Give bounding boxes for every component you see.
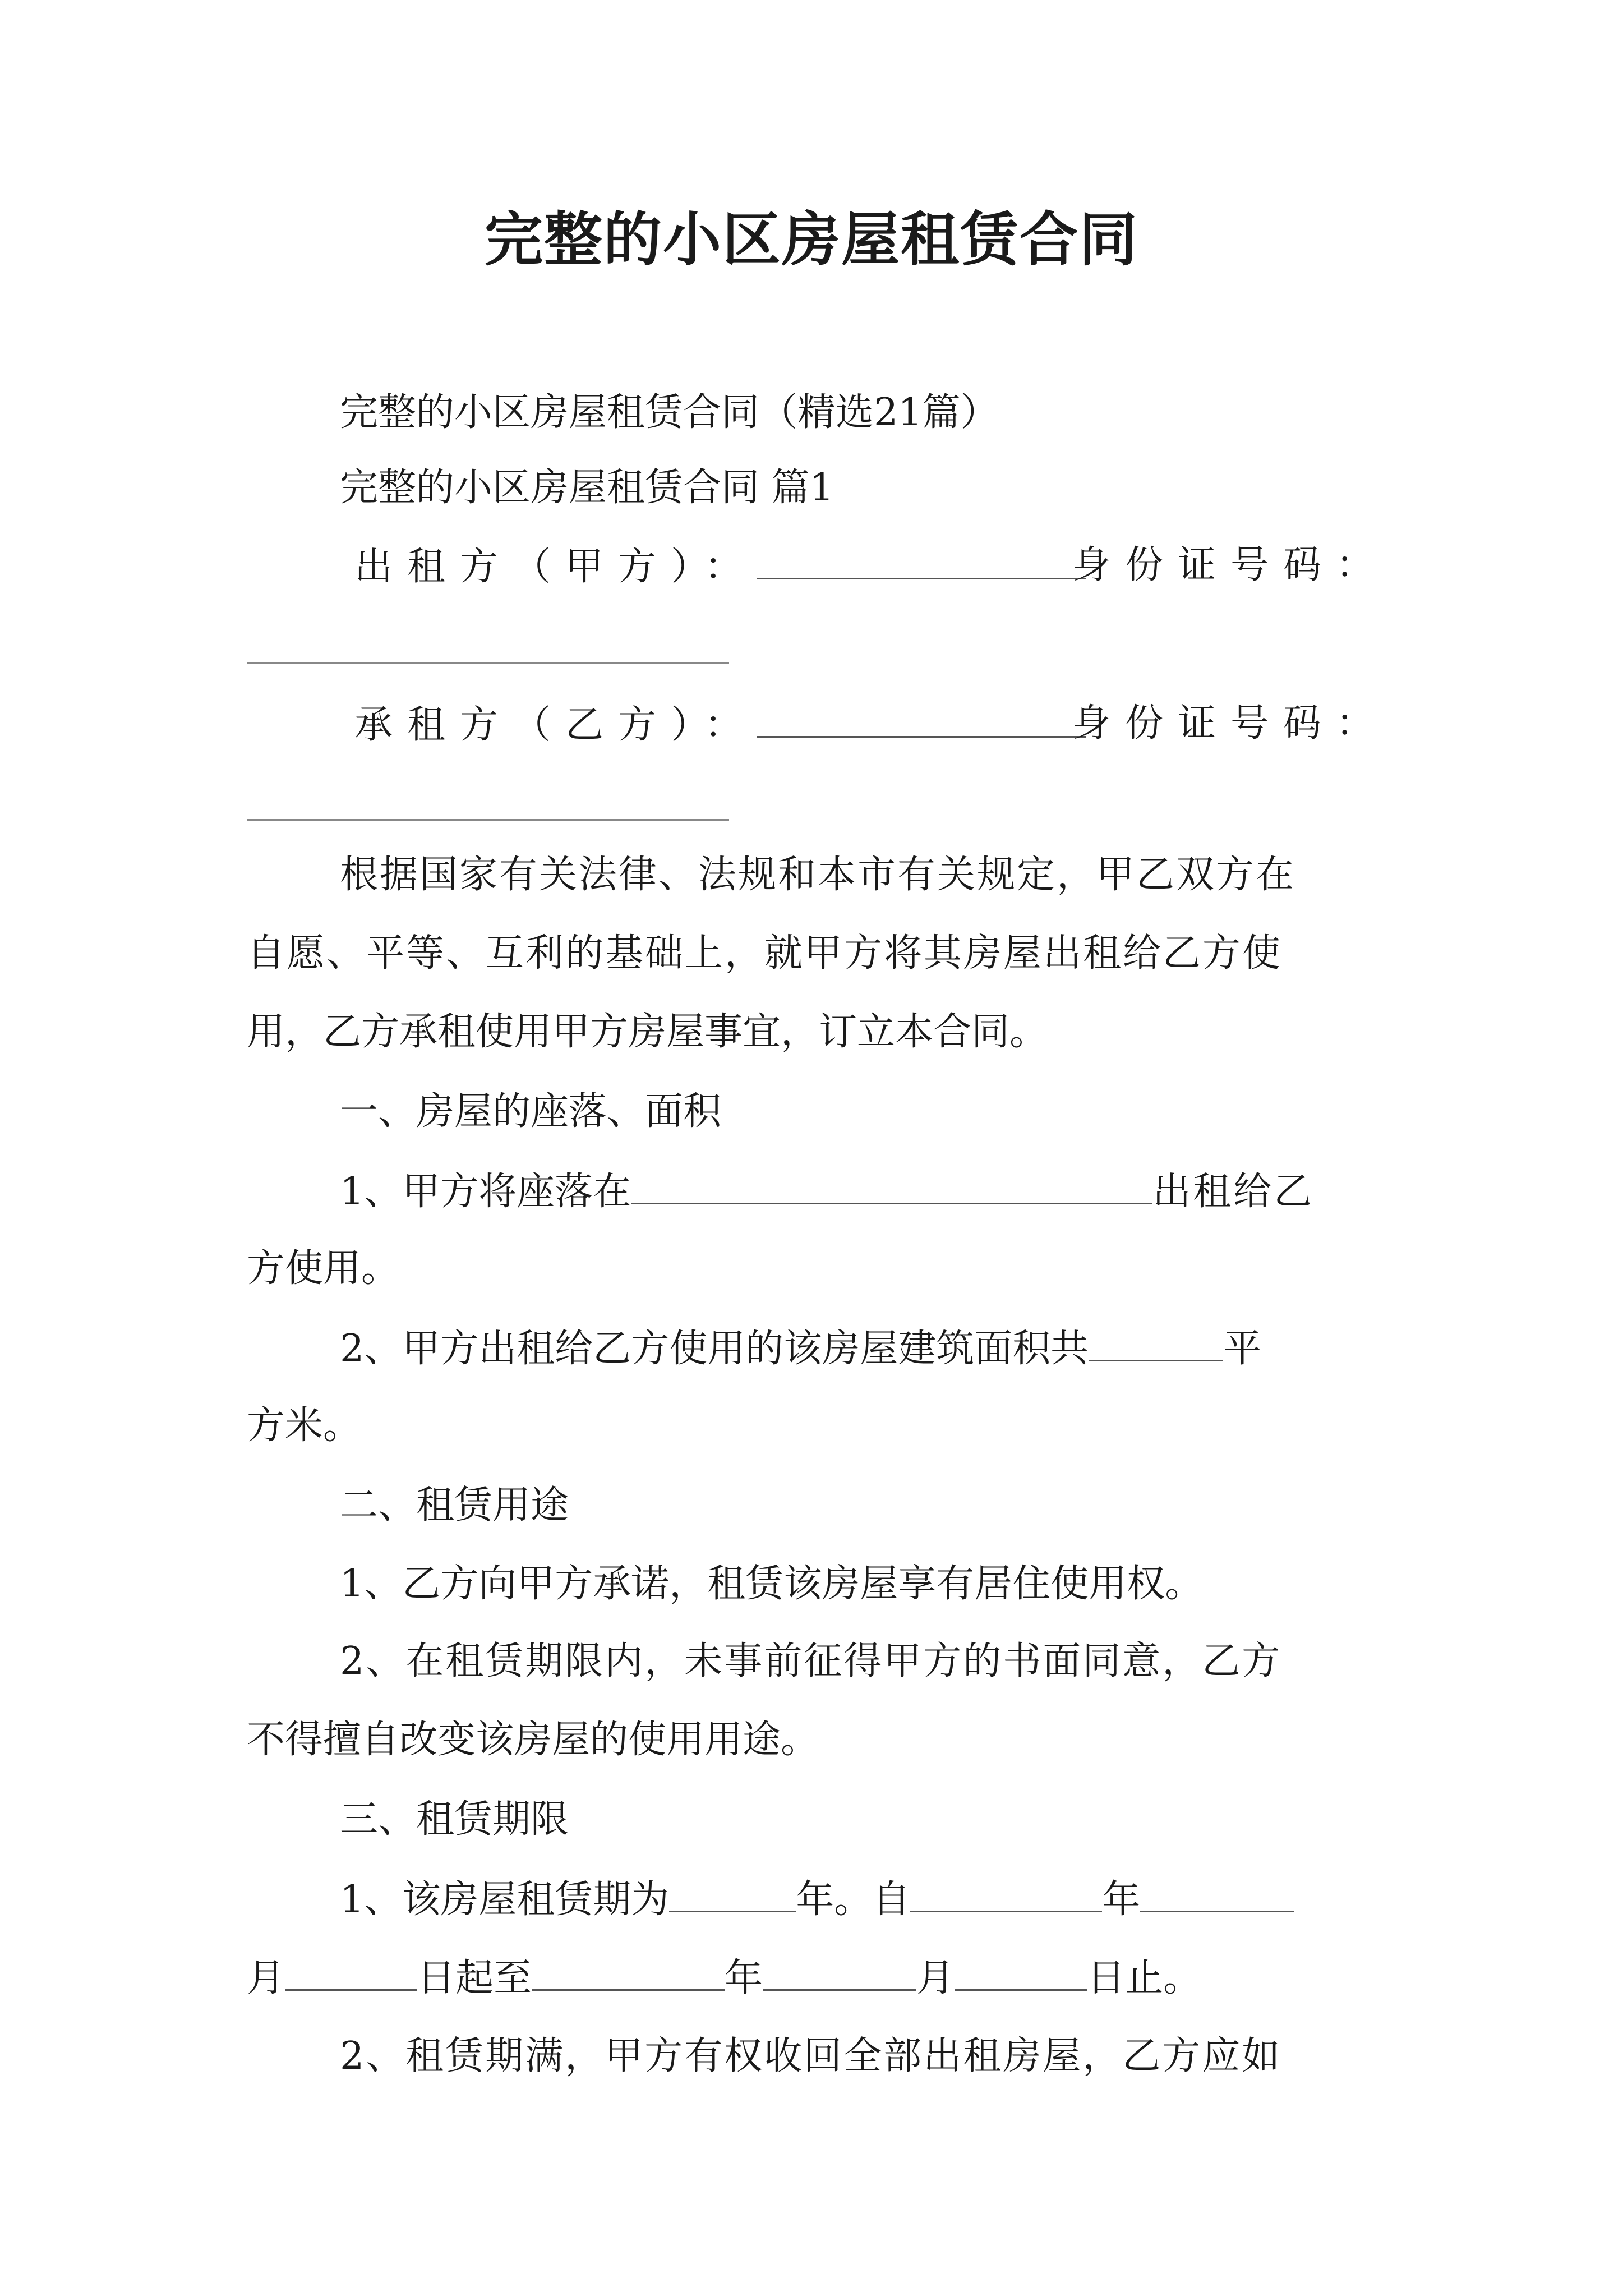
clause-line (247, 1953, 1201, 2000)
clause-text: 日起至 (417, 1956, 532, 2000)
document-title: 完整的小区房屋租赁合同 (484, 205, 1138, 274)
lessor-id-label: 身份证号码： (1072, 543, 1389, 587)
start-year-blank[interactable] (910, 1875, 1102, 1912)
clause-text: 月 (247, 1956, 285, 2000)
area-blank[interactable] (1089, 1324, 1223, 1361)
clause-line (340, 1875, 1294, 1922)
clause-line: 1、乙方向甲方承诺，租赁该房屋享有居住使用权。 (340, 1562, 1204, 1606)
term-years-blank[interactable] (669, 1875, 796, 1912)
address-blank[interactable] (631, 1167, 1152, 1204)
preamble-line: 自愿、平等、互利的基础上，就甲方将其房屋出租给乙方使 (247, 931, 1283, 976)
document-subtitle: 完整的小区房屋租赁合同（精选21篇） (340, 390, 999, 435)
end-year-blank[interactable] (532, 1953, 725, 1991)
section-heading: 三、租赁期限 (340, 1797, 569, 1842)
clause-text: 2、甲方出租给乙方使用的该房屋建筑面积共 (340, 1327, 1089, 1371)
lessee-label: 承租方（乙方）： (354, 703, 758, 747)
clause-text: 1、甲方将座落在 (340, 1170, 631, 1214)
clause-text: 年。自 (796, 1878, 911, 1922)
clause-line (340, 1324, 1261, 1371)
start-day-blank[interactable] (285, 1953, 417, 1991)
clause-text: 平 (1223, 1327, 1262, 1371)
lessee-name-blank[interactable] (757, 700, 1086, 738)
clause-text: 年 (725, 1956, 763, 2000)
clause-text: 年 (1102, 1878, 1141, 1922)
clause-line: 2、租赁期满，甲方有权收回全部出租房屋，乙方应如 (340, 2034, 1282, 2078)
lessee-id-label: 身份证号码： (1072, 701, 1389, 746)
lessee-line (354, 700, 1086, 747)
end-day-blank[interactable] (955, 1953, 1087, 1991)
lessee-id-blank[interactable] (247, 819, 729, 821)
clause-line: 2、在租赁期限内，未事前征得甲方的书面同意，乙方 (340, 1639, 1282, 1683)
preamble-line: 根据国家有关法律、法规和本市有关规定，甲乙双方在 (340, 853, 1296, 897)
clause-line: 方使用。 (247, 1246, 400, 1291)
lessor-line (354, 542, 1086, 589)
lessor-label: 出租方（甲方）： (354, 545, 758, 589)
lessor-id-line (1072, 542, 1389, 589)
preamble-line: 用，乙方承租使用甲方房屋事宜，订立本合同。 (247, 1010, 1048, 1054)
section-heading: 二、租赁用途 (340, 1483, 569, 1527)
clause-text: 日止。 (1087, 1956, 1202, 2000)
clause-line: 方米。 (247, 1404, 362, 1448)
clause-text: 月 (916, 1956, 955, 2000)
end-month-blank[interactable] (763, 1953, 916, 1991)
lessor-id-blank[interactable] (247, 662, 729, 664)
start-month-blank[interactable] (1140, 1875, 1294, 1912)
section-heading: 一、房屋的座落、面积 (340, 1089, 722, 1134)
clause-text: 1、该房屋租赁期为 (340, 1878, 670, 1922)
clause-text: 出租给乙 (1152, 1170, 1315, 1214)
lessor-name-blank[interactable] (757, 542, 1086, 579)
clause-line (340, 1167, 1314, 1214)
clause-line: 不得擅自改变该房屋的使用用途。 (247, 1718, 819, 1762)
chapter-heading: 完整的小区房屋租赁合同 篇1 (340, 466, 834, 510)
lessee-id-line (1072, 700, 1389, 747)
